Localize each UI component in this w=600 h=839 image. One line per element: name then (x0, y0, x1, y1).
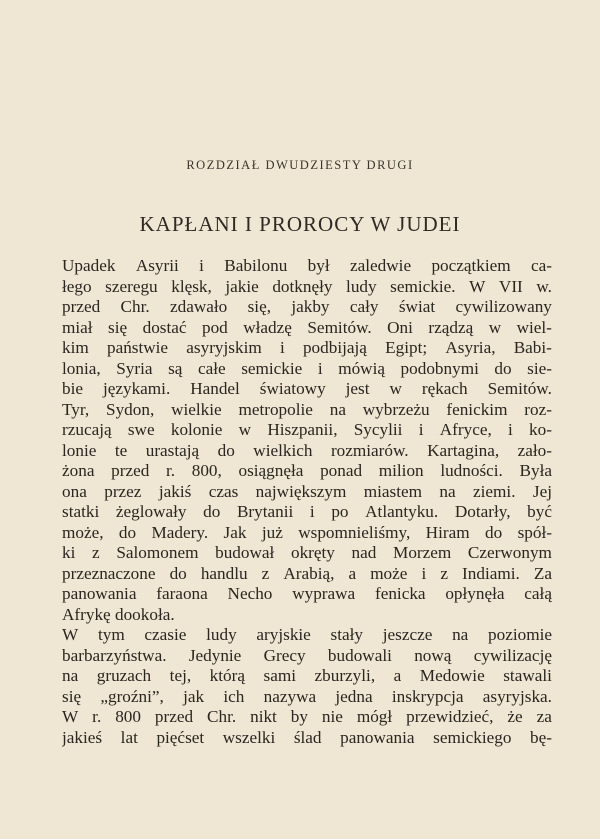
text-line: żona przed r. 800, osiągnęła ponad milion ludności. Była (62, 461, 552, 480)
text-line: barbarzyństwa. Jedynie Grecy budowali nową cywilizację (62, 645, 552, 665)
text-line: może, do Madery. Jak już wspomnieliśmy, Hiram do spół- (62, 522, 552, 542)
text-line: łego szeregu klęsk, jakie dotknęły ludy semickie. W VII w. (62, 276, 552, 296)
text-line: jakieś lat pięćset wszelki ślad panowania semickiego bę- (62, 727, 552, 747)
text-line: Afrykę dookoła. (62, 604, 175, 624)
text-line: W r. 800 przed Chr. nikt by nie mógł przewidzieć, że za (62, 707, 552, 726)
text-line: W tym czasie ludy aryjskie stały jeszcze na poziomie (62, 625, 552, 644)
text-line: kim państwie asyryjskim i podbijają Egipt; Asyria, Babi- (62, 338, 552, 357)
text-line: ona przez jakiś czas największym miastem na ziemi. Jej (62, 481, 552, 501)
text-line: Upadek Asyrii i Babilonu był zaledwie początkiem ca- (62, 256, 552, 275)
text-line: lonia, Syria są całe semickie i mówią podobnymi do sie- (62, 358, 552, 378)
text-line: rzucają swe kolonie w Hiszpanii, Sycylii i Afryce, i ko- (62, 420, 552, 439)
text-line: miał się dostać pod władzę Semitów. Oni rządzą w wiel- (62, 317, 552, 337)
text-line: przed Chr. zdawało się, jakby cały świat cywilizowany (62, 297, 552, 316)
text-line: się „groźni”, jak ich nazywa jedna inskrypcja asyryjska. (62, 686, 552, 706)
chapter-title: KAPŁANI I PROROCY W JUDEI (139, 212, 461, 236)
text-line: bie językami. Handel światowy jest w rękach Semitów. (62, 379, 552, 398)
chapter-label: ROZDZIAŁ DWUDZIESTY DRUGI (186, 158, 414, 172)
text-line: lonie te urastają do wielkich rozmiarów. Kartagina, zało- (62, 440, 552, 460)
text-line: panowania faraona Necho wyprawa fenicka opłynęła całą (62, 584, 552, 603)
text-line: ki z Salomonem budował okręty nad Morzem Czerwonym (62, 543, 552, 562)
text-line: Tyr, Sydon, wielkie metropolie na wybrzeżu fenickim roz- (62, 399, 552, 419)
text-line: przeznaczone do handlu z Arabią, a może i z Indiami. Za (62, 563, 552, 583)
text-line: statki żeglowały do Brytanii i po Atlantyku. Dotarły, być (62, 502, 552, 521)
body-text (62, 256, 552, 748)
text-line: na gruzach tej, którą sami zburzyli, a Medowie stawali (62, 666, 552, 685)
